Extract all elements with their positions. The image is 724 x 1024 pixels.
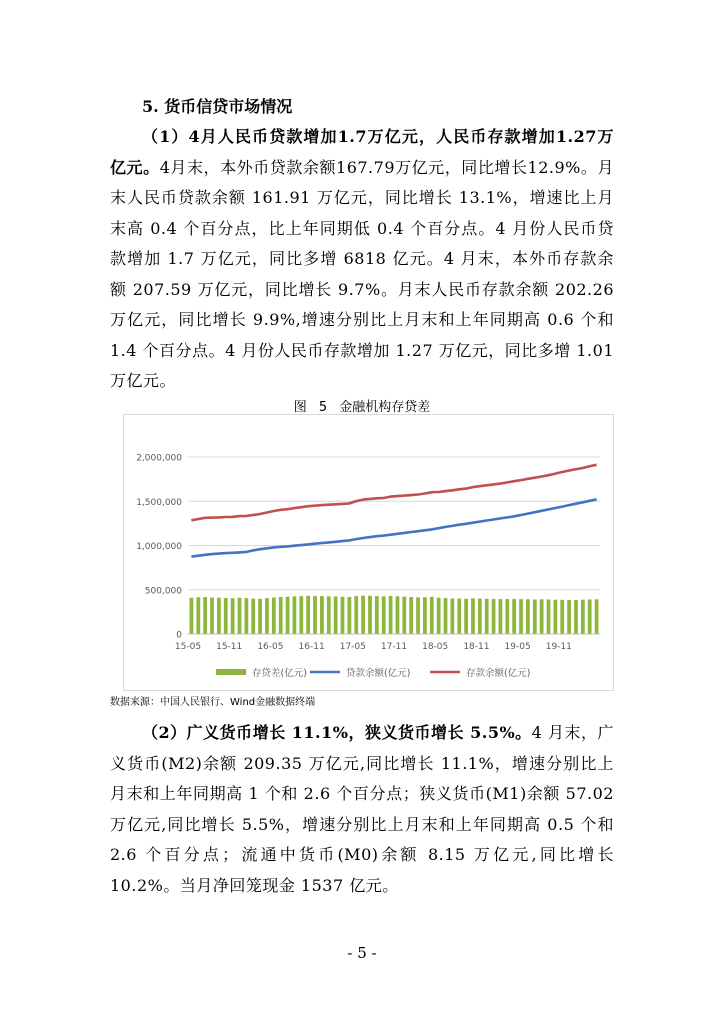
bar-loan-deposit-gap <box>299 596 303 634</box>
paragraph-money-supply <box>110 718 614 901</box>
x-tick-label: 19-11 <box>545 642 572 652</box>
y-tick-label: 0 <box>176 630 182 641</box>
paragraph-lead: （2）广义货币增长 11.1%，狭义货币增长 5.5%。 <box>142 723 532 742</box>
bar-loan-deposit-gap <box>547 599 551 634</box>
bar-loan-deposit-gap <box>375 596 379 634</box>
bar-loan-deposit-gap <box>519 599 523 634</box>
bar-loan-deposit-gap <box>437 598 441 634</box>
bar-loan-deposit-gap <box>416 597 420 634</box>
bar-loan-deposit-gap <box>286 597 290 634</box>
bar-loan-deposit-gap <box>389 596 393 634</box>
bar-loan-deposit-gap <box>471 598 475 634</box>
bar-loan-deposit-gap <box>553 600 557 634</box>
legend-swatch-bar <box>216 669 246 675</box>
bar-loan-deposit-gap <box>251 599 255 634</box>
bar-loan-deposit-gap <box>320 596 324 634</box>
bar-loan-deposit-gap <box>588 599 592 634</box>
x-tick-label: 17-05 <box>339 642 366 652</box>
y-tick-label: 2,000,000 <box>136 453 182 464</box>
legend-label: 存贷差(亿元) <box>252 668 307 679</box>
bar-loan-deposit-gap <box>512 599 516 634</box>
bar-loan-deposit-gap <box>231 598 235 634</box>
x-tick-label: 19-05 <box>504 642 531 652</box>
paragraph-lead: （1）4月人民币贷款增加1.7万亿元，人民币存款增加1.27万亿元。 <box>110 127 614 177</box>
bar-loan-deposit-gap <box>450 598 454 634</box>
bar-loan-deposit-gap <box>210 598 214 634</box>
page-number: - 5 - <box>347 944 377 962</box>
bar-loan-deposit-gap <box>354 596 358 634</box>
x-tick-label: 17-11 <box>380 642 408 652</box>
paragraph-loans-deposits <box>110 122 614 397</box>
bar-loan-deposit-gap <box>238 598 242 634</box>
bar-loan-deposit-gap <box>190 598 194 634</box>
bar-loan-deposit-gap <box>279 597 283 634</box>
legend-label: 存款余额(亿元) <box>466 668 531 679</box>
bar-loan-deposit-gap <box>313 596 317 634</box>
bar-loan-deposit-gap <box>196 597 200 634</box>
bar-loan-deposit-gap <box>499 599 503 634</box>
bar-loan-deposit-gap <box>492 599 496 634</box>
bar-loan-deposit-gap <box>265 598 269 634</box>
bar-loan-deposit-gap <box>478 599 482 634</box>
chart <box>124 415 613 690</box>
bar-loan-deposit-gap <box>396 596 400 634</box>
paragraph-body: 4月末，本外币贷款余额167.79万亿元，同比增长12.9%。月末人民币贷款余额 161.91 万亿元，同比增长 13.1%，增速比上月末高 0.4 个百分点，比上年同期低 0.4 个百分点。4 月份人民币贷款增加 1.7 万亿元，同比多增 6818 亿元。4 月末，本外币存款余额 207.59 万亿元，同比增长 9.7%。月末人民币存款余额 202.26 万亿元，同比增长 9.9%,增速分别比上月末和上年同期高 0.6 个和 1.4 个百分点。4 月份人民币存款增加 1.27 万亿元，同比多增 1.01 万亿元。 <box>110 157 614 390</box>
x-tick-label: 16-11 <box>298 642 325 652</box>
bar-loan-deposit-gap <box>334 596 338 634</box>
x-tick-label: 18-11 <box>463 642 490 652</box>
bar-loan-deposit-gap <box>382 596 386 634</box>
y-tick-label: 1,500,000 <box>136 497 182 508</box>
x-tick-label: 16-05 <box>257 642 284 652</box>
line-series-loans <box>191 499 596 556</box>
bar-loan-deposit-gap <box>341 597 345 634</box>
bar-loan-deposit-gap <box>457 599 461 634</box>
section-heading: 5. 货币信贷市场情况 <box>142 97 293 116</box>
bar-loan-deposit-gap <box>327 596 331 634</box>
x-tick-label: 18-05 <box>422 642 449 652</box>
bar-loan-deposit-gap <box>272 598 276 634</box>
bar-loan-deposit-gap <box>224 598 228 634</box>
bar-loan-deposit-gap <box>258 599 262 634</box>
bar-loan-deposit-gap <box>402 597 406 634</box>
bar-loan-deposit-gap <box>409 597 413 634</box>
y-tick-label: 1,000,000 <box>136 542 182 552</box>
chart-source: 数据来源：中国人民银行、Wind金融数据终端 <box>110 697 316 708</box>
bar-loan-deposit-gap <box>368 596 372 634</box>
bar-loan-deposit-gap <box>464 599 468 634</box>
bar-loan-deposit-gap <box>244 598 248 634</box>
bar-loan-deposit-gap <box>444 598 448 634</box>
bar-loan-deposit-gap <box>526 599 530 634</box>
bar-loan-deposit-gap <box>540 599 544 634</box>
bar-loan-deposit-gap <box>293 596 297 634</box>
paragraph-body: 4 月末，广义货币(M2)余额 209.35 万亿元,同比增长 11.1%，增速分别比上月末和上年同期高 1 个和 2.6 个百分点；狭义货币(M1)余额 57.02 万亿元,同比增长 5.5%，增速分别比上月末和上年同期高 0.5 个和 2.6 个百分点；流通中货币(M0)余额 8.15 万亿元,同比增长 10.2%。当月净回笼现金 1537 亿元。 <box>110 723 614 895</box>
legend-label: 贷款余额(亿元) <box>346 668 411 679</box>
bar-loan-deposit-gap <box>581 600 585 634</box>
x-tick-label: 15-11 <box>216 642 243 652</box>
bar-loan-deposit-gap <box>347 597 351 634</box>
bar-loan-deposit-gap <box>430 597 434 634</box>
bar-loan-deposit-gap <box>217 598 221 634</box>
bar-loan-deposit-gap <box>560 600 564 634</box>
bar-loan-deposit-gap <box>505 599 509 634</box>
bar-loan-deposit-gap <box>533 599 537 634</box>
chart-title: 图 5 金融机构存贷差 <box>293 400 431 415</box>
bar-loan-deposit-gap <box>361 596 365 634</box>
y-tick-label: 500,000 <box>144 586 182 597</box>
chart-container <box>123 414 614 691</box>
bar-loan-deposit-gap <box>595 599 599 634</box>
x-tick-label: 15-05 <box>174 642 202 652</box>
bar-loan-deposit-gap <box>306 596 310 634</box>
bar-loan-deposit-gap <box>485 599 489 634</box>
bar-loan-deposit-gap <box>203 597 207 634</box>
bar-loan-deposit-gap <box>423 597 427 634</box>
bar-loan-deposit-gap <box>574 600 578 634</box>
bar-loan-deposit-gap <box>567 600 571 634</box>
